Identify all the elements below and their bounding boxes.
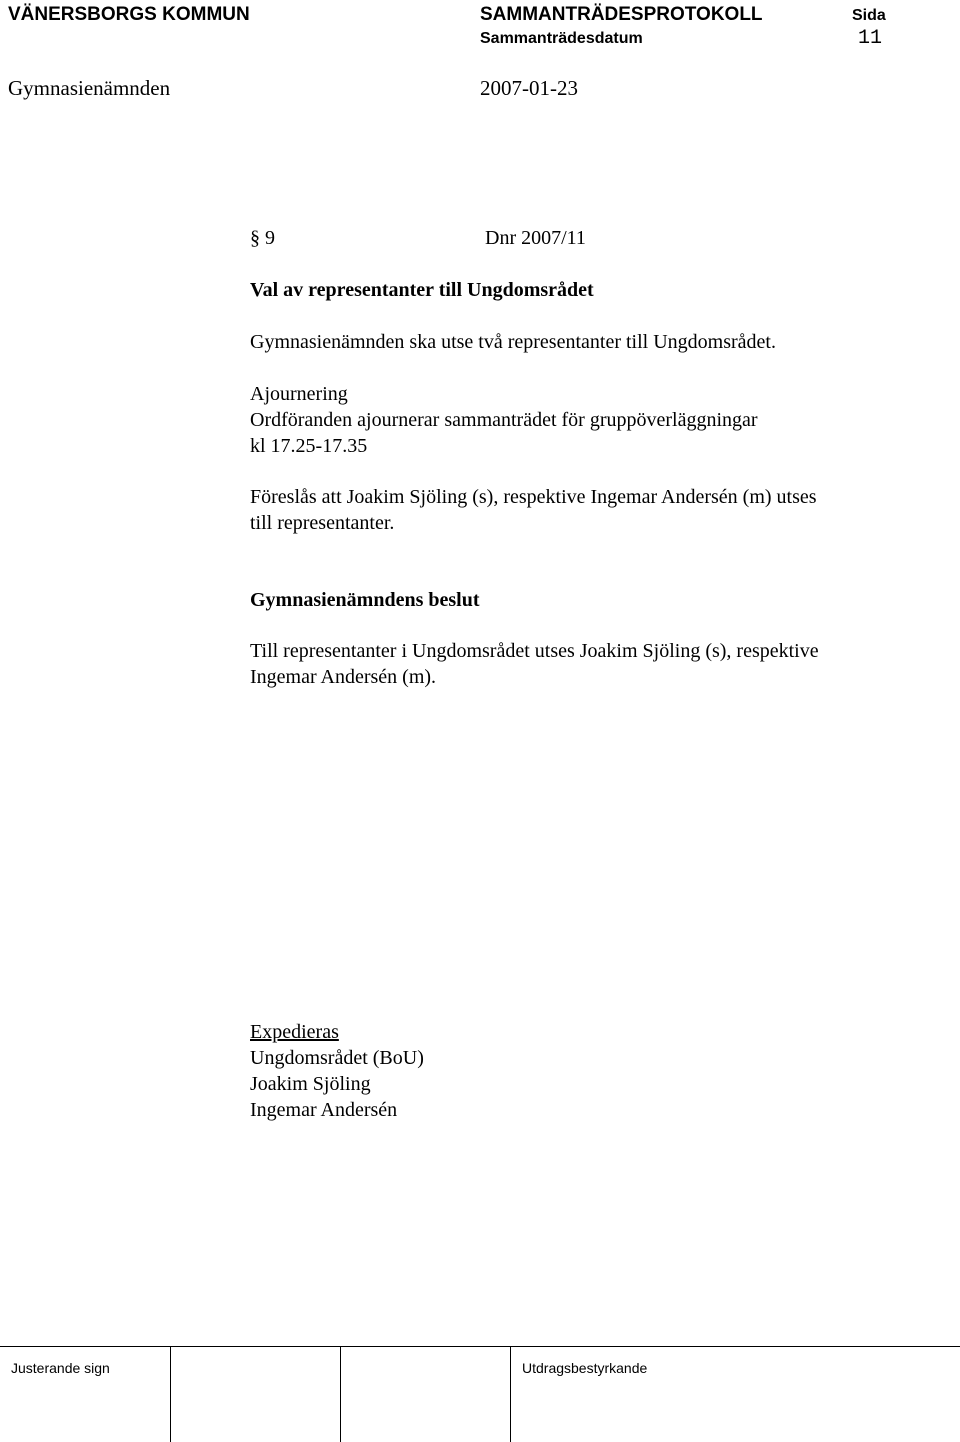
proposal-line-1: Föreslås att Joakim Sjöling (s), respektive Ingemar Andersén (m) utses (250, 486, 817, 508)
adjournment-block (250, 381, 890, 459)
dispatch-recipient: Ingemar Andersén (250, 1099, 398, 1121)
section-number: 9 (265, 227, 275, 249)
protocol-title: SAMMANTRÄDESPROTOKOLL (480, 4, 763, 25)
proposal-block (250, 484, 890, 536)
footer-column-divider (340, 1346, 341, 1442)
page-label: Sida (852, 7, 886, 24)
proposal-line-2: till representanter. (250, 512, 395, 534)
organization-name: VÄNERSBORGS KOMMUN (8, 4, 250, 25)
adjournment-heading: Ajournering (250, 383, 348, 405)
intro-text: Gymnasienämnden ska utse två representanter till Ungdomsrådet. (250, 331, 776, 353)
footer-column-divider (510, 1346, 511, 1442)
dispatch-recipient: Joakim Sjöling (250, 1073, 371, 1095)
meeting-date: 2007-01-23 (480, 76, 578, 100)
adjournment-line-2: kl 17.25-17.35 (250, 435, 368, 457)
committee-name: Gymnasienämnden (8, 76, 171, 100)
footer-divider (0, 1346, 960, 1347)
decision-line-2: Ingemar Andersén (m). (250, 666, 437, 688)
dispatch-block (250, 1019, 890, 1123)
adjournment-line-1: Ordföranden ajournerar sammanträdet för gruppöverläggningar (250, 409, 758, 431)
dispatch-heading: Expedieras (250, 1021, 339, 1043)
page-number: 11 (858, 27, 883, 50)
date-label: Sammanträdesdatum (480, 30, 643, 47)
footer-column-divider (170, 1346, 171, 1442)
dispatch-recipient: Ungdomsrådet (BoU) (250, 1047, 424, 1069)
dnr: Dnr 2007/11 (485, 227, 586, 249)
item-title: Val av representanter till Ungdomsrådet (250, 279, 594, 301)
decision-block (250, 638, 890, 690)
section-symbol: § (250, 227, 260, 249)
signature-label: Justerande sign (11, 1360, 110, 1376)
certification-label: Utdragsbestyrkande (522, 1360, 648, 1376)
decision-line-1: Till representanter i Ungdomsrådet utses Joakim Sjöling (s), respektive (250, 640, 819, 662)
decision-heading: Gymnasienämndens beslut (250, 589, 480, 611)
